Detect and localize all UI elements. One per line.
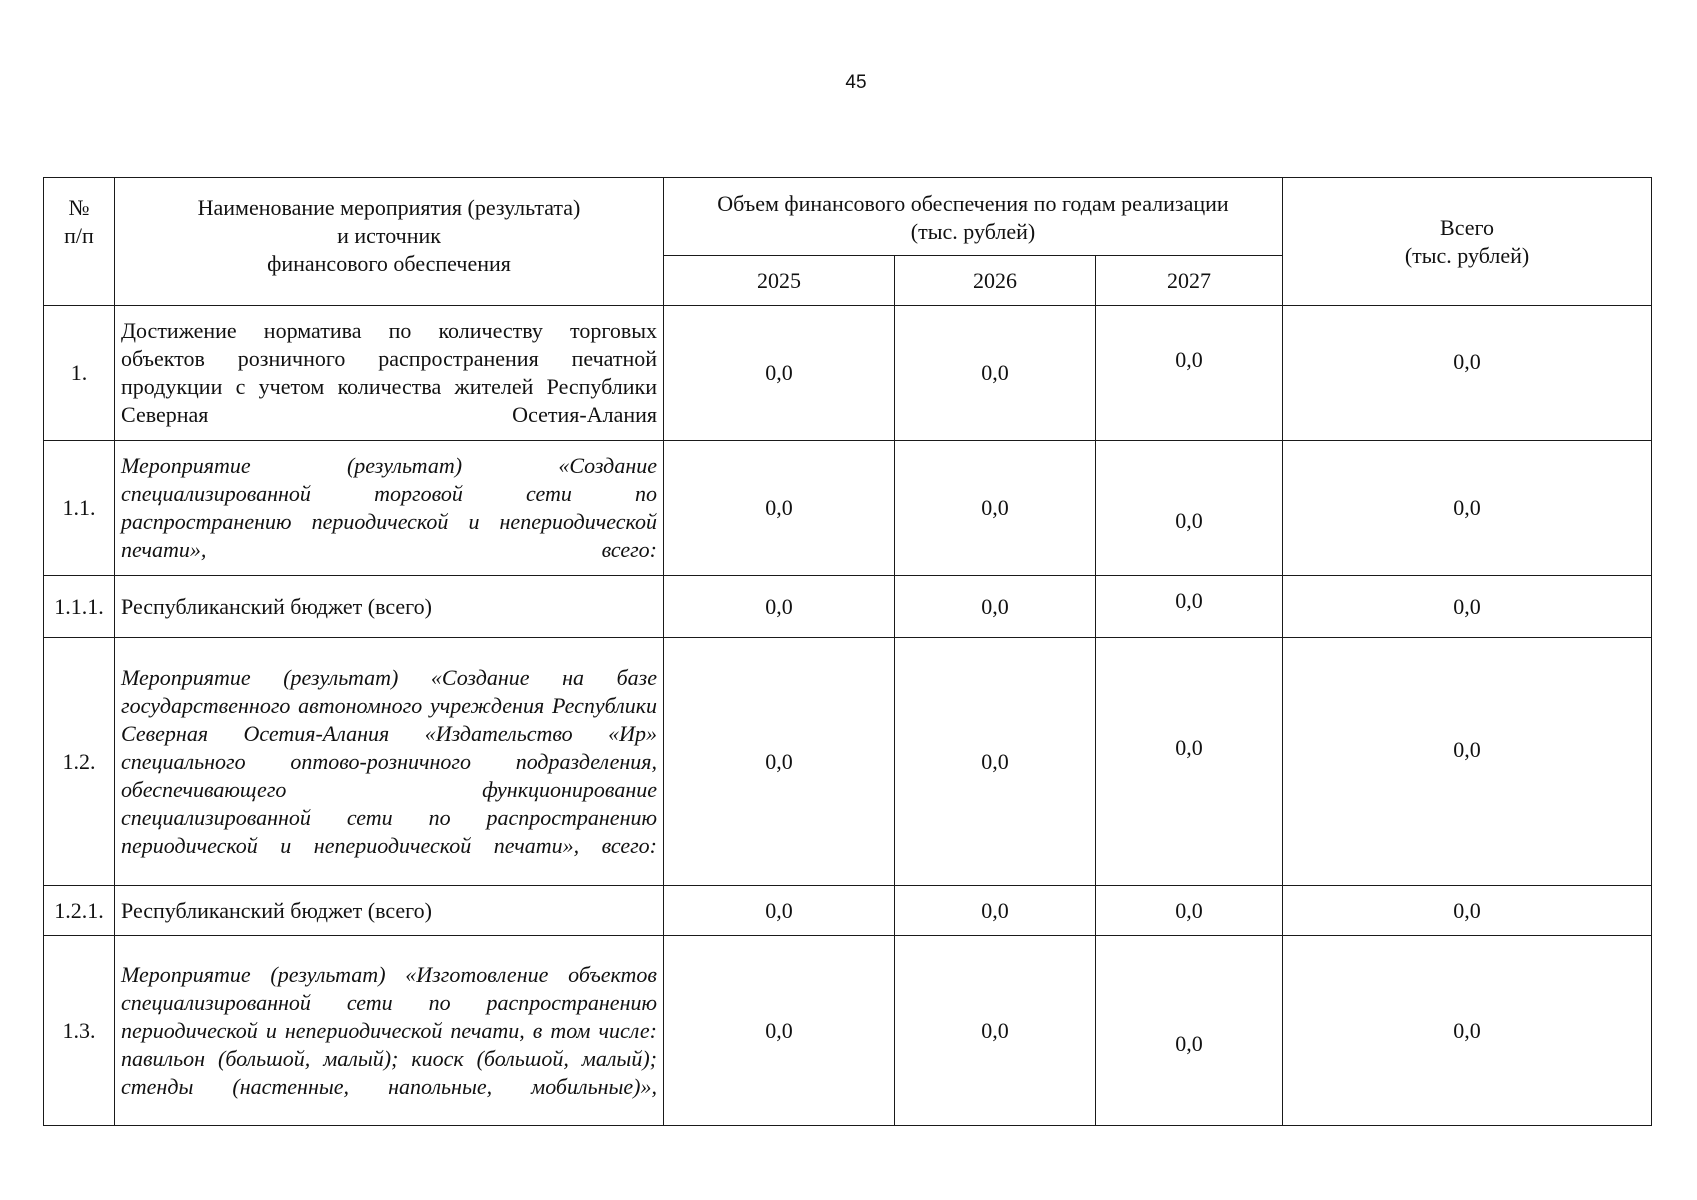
row-name: Мероприятие (результат) «Создание на базе государственного автономного учреждения Республики Северная Осетия-Алания «Издательство «Ир» специального оптово-розничного подразделения, обеспечивающего функционирование специализированной сети по распространению периодической и непериодической печати», всего: bbox=[115, 638, 664, 886]
header-name bbox=[115, 178, 664, 306]
row-number: 1.2. bbox=[44, 638, 115, 886]
header-total-line1: Всего bbox=[1440, 214, 1494, 240]
row-number: 1. bbox=[44, 306, 115, 441]
value-2025-text: 0,0 bbox=[765, 495, 793, 520]
row-number: 1.3. bbox=[44, 936, 115, 1126]
table-row bbox=[44, 638, 1652, 886]
value-total bbox=[1283, 441, 1652, 576]
value-2027 bbox=[1096, 936, 1283, 1126]
value-2026-text: 0,0 bbox=[981, 897, 1009, 923]
value-2026 bbox=[895, 936, 1096, 1126]
value-total-text: 0,0 bbox=[1453, 897, 1481, 923]
value-2026 bbox=[895, 576, 1096, 638]
table-row bbox=[44, 936, 1652, 1126]
row-name: Мероприятие (результат) «Изготовление объектов специализированной сети по распространению периодической и непериодической печати, в том числе: павильон (большой, малый); киоск (большой, малый); стенды (настенные, напольные, мобильные)», bbox=[115, 936, 664, 1126]
value-2026-text: 0,0 bbox=[981, 748, 1009, 774]
value-2026-text: 0,0 bbox=[981, 495, 1009, 520]
value-total bbox=[1283, 638, 1652, 886]
value-2026 bbox=[895, 441, 1096, 576]
value-2025-text: 0,0 bbox=[765, 748, 793, 774]
header-year-2027: 2027 bbox=[1096, 256, 1283, 306]
value-2025 bbox=[664, 441, 895, 576]
value-total bbox=[1283, 576, 1652, 638]
value-total bbox=[1283, 886, 1652, 936]
row-name: Достижение норматива по количеству торговых объектов розничного распространения печатной продукции с учетом количества жителей Республики Северная Осетия-Алания bbox=[115, 306, 664, 441]
value-2025 bbox=[664, 886, 895, 936]
header-volume-line1: Объем финансового обеспечения по годам реализации bbox=[717, 191, 1229, 216]
value-total-text: 0,0 bbox=[1453, 349, 1481, 374]
value-2027 bbox=[1096, 441, 1283, 576]
value-2027-text: 0,0 bbox=[1175, 734, 1203, 760]
value-2025-text: 0,0 bbox=[765, 593, 793, 619]
value-2026-text: 0,0 bbox=[981, 1017, 1009, 1043]
row-name: Республиканский бюджет (всего) bbox=[115, 886, 664, 936]
row-name: Республиканский бюджет (всего) bbox=[115, 576, 664, 638]
table-row bbox=[44, 306, 1652, 441]
header-total bbox=[1283, 178, 1652, 306]
value-total-text: 0,0 bbox=[1453, 495, 1481, 520]
table-row bbox=[44, 576, 1652, 638]
row-number: 1.1.1. bbox=[44, 576, 115, 638]
value-2027-text: 0,0 bbox=[1175, 347, 1203, 372]
header-year-2026: 2026 bbox=[895, 256, 1096, 306]
header-year-2025: 2025 bbox=[664, 256, 895, 306]
header-num bbox=[44, 178, 115, 306]
value-total-text: 0,0 bbox=[1453, 736, 1481, 762]
value-2026-text: 0,0 bbox=[981, 593, 1009, 619]
row-number: 1.1. bbox=[44, 441, 115, 576]
value-2026 bbox=[895, 306, 1096, 441]
value-2025 bbox=[664, 576, 895, 638]
value-total bbox=[1283, 936, 1652, 1126]
value-total-text: 0,0 bbox=[1453, 1017, 1481, 1043]
value-2027-text: 0,0 bbox=[1175, 897, 1203, 923]
header-total-line2: (тыс. рублей) bbox=[1404, 242, 1530, 268]
header-volume bbox=[664, 178, 1283, 256]
header-name-line1: Наименование мероприятия (результата) bbox=[197, 195, 581, 220]
value-2026-text: 0,0 bbox=[981, 360, 1009, 385]
table-row bbox=[44, 886, 1652, 936]
value-2025 bbox=[664, 638, 895, 886]
financing-table bbox=[43, 177, 1652, 1126]
table-row bbox=[44, 441, 1652, 576]
value-2027-text: 0,0 bbox=[1175, 1030, 1203, 1056]
value-2027 bbox=[1096, 886, 1283, 936]
row-number: 1.2.1. bbox=[44, 886, 115, 936]
value-2025 bbox=[664, 306, 895, 441]
header-name-line2: и источник bbox=[337, 223, 441, 248]
header-num-label: № п/п bbox=[64, 195, 94, 248]
value-2026 bbox=[895, 638, 1096, 886]
page-number: 45 bbox=[845, 72, 867, 93]
header-row bbox=[44, 178, 1652, 256]
value-2027-text: 0,0 bbox=[1175, 508, 1203, 533]
value-2026 bbox=[895, 886, 1096, 936]
value-total-text: 0,0 bbox=[1453, 593, 1481, 619]
value-2027 bbox=[1096, 306, 1283, 441]
header-volume-line2: (тыс. рублей) bbox=[910, 219, 1036, 244]
value-2025 bbox=[664, 936, 895, 1126]
header-name-line3: финансового обеспечения bbox=[267, 251, 511, 276]
value-total bbox=[1283, 306, 1652, 441]
value-2027-text: 0,0 bbox=[1175, 587, 1203, 613]
value-2027 bbox=[1096, 576, 1283, 638]
value-2025-text: 0,0 bbox=[765, 897, 793, 923]
value-2025-text: 0,0 bbox=[765, 1017, 793, 1043]
value-2027 bbox=[1096, 638, 1283, 886]
row-name: Мероприятие (результат) «Создание специализированной торговой сети по распространению периодической и непериодической печати», всего: bbox=[115, 441, 664, 576]
value-2025-text: 0,0 bbox=[765, 360, 793, 385]
